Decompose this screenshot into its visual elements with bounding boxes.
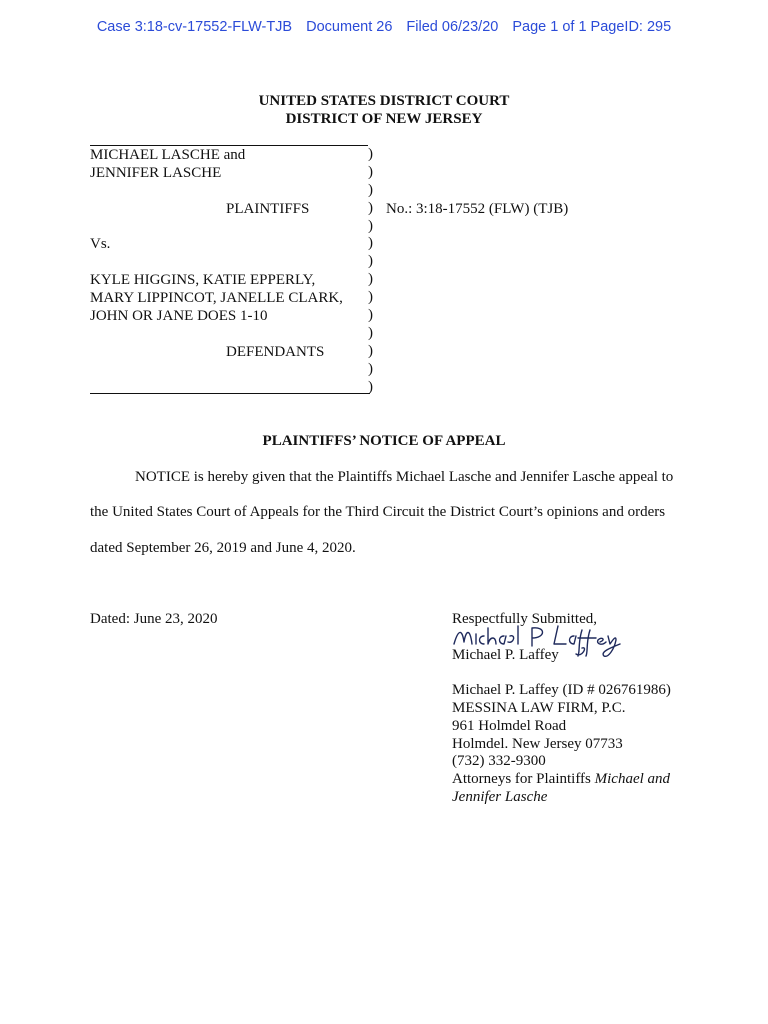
court-district: DISTRICT OF NEW JERSEY xyxy=(285,111,483,127)
defendant-names-3: JOHN OR JANE DOES 1-10 xyxy=(90,308,268,324)
header-filed-date: Filed 06/23/20 xyxy=(406,19,499,35)
caption-bottom-rule xyxy=(90,393,370,394)
notice-line-1: NOTICE is hereby given that the Plaintiffs Michael Lasche and Jennifer Lasche appeal to xyxy=(135,469,674,485)
court-title xyxy=(0,92,768,128)
header-page-info: Page 1 of 1 PageID: 295 xyxy=(512,19,672,35)
court-name: UNITED STATES DISTRICT COURT xyxy=(258,93,510,109)
clients-names-part-1: Michael and xyxy=(594,771,671,787)
defendant-names-1: KYLE HIGGINS, KATIE EPPERLY, xyxy=(90,272,316,288)
plaintiff-name-2: JENNIFER LASCHE xyxy=(90,165,222,181)
defendants-label: DEFENDANTS xyxy=(226,344,325,360)
case-number: No.: 3:18-17552 (FLW) (TJB) xyxy=(386,201,569,217)
filing-header xyxy=(0,17,768,37)
document-title: PLAINTIFFS’ NOTICE OF APPEAL xyxy=(262,433,506,449)
attorneys-for-line xyxy=(452,770,670,788)
header-case-number: Case 3:18-cv-17552-FLW-TJB xyxy=(96,19,293,35)
notice-line-3: dated September 26, 2019 and June 4, 2020. xyxy=(90,540,356,556)
firm-phone: (732) 332-9300 xyxy=(452,753,546,769)
notice-line-2: the United States Court of Appeals for the Third Circuit the District Court’s opinions and orders xyxy=(90,504,666,520)
header-document: Document 26 xyxy=(306,19,393,35)
attorney-id: Michael P. Laffey (ID # 026761986) xyxy=(452,682,671,698)
law-firm-name: MESSINA LAW FIRM, P.C. xyxy=(452,700,626,716)
firm-address-street: 961 Holmdel Road xyxy=(452,718,567,734)
clients-names-part-2: Jennifer Lasche xyxy=(452,789,548,805)
firm-address-city: Holmdel. New Jersey 07733 xyxy=(452,736,623,752)
respectfully-submitted: Respectfully Submitted, xyxy=(452,611,597,627)
plaintiff-name-1: MICHAEL LASCHE and xyxy=(90,147,246,163)
signatory-name: Michael P. Laffey xyxy=(452,647,559,663)
attorneys-for-label: Attorneys for Plaintiffs xyxy=(452,771,595,787)
versus-label: Vs. xyxy=(90,236,111,252)
defendant-names-2: MARY LIPPINCOT, JANELLE CLARK, xyxy=(90,290,343,306)
dated-line: Dated: June 23, 2020 xyxy=(90,611,218,627)
caption-parenthesis-column: ) ) ) ) ) ) ) ) ) ) ) ) ) ) xyxy=(368,146,373,395)
plaintiffs-label: PLAINTIFFS xyxy=(226,201,310,217)
